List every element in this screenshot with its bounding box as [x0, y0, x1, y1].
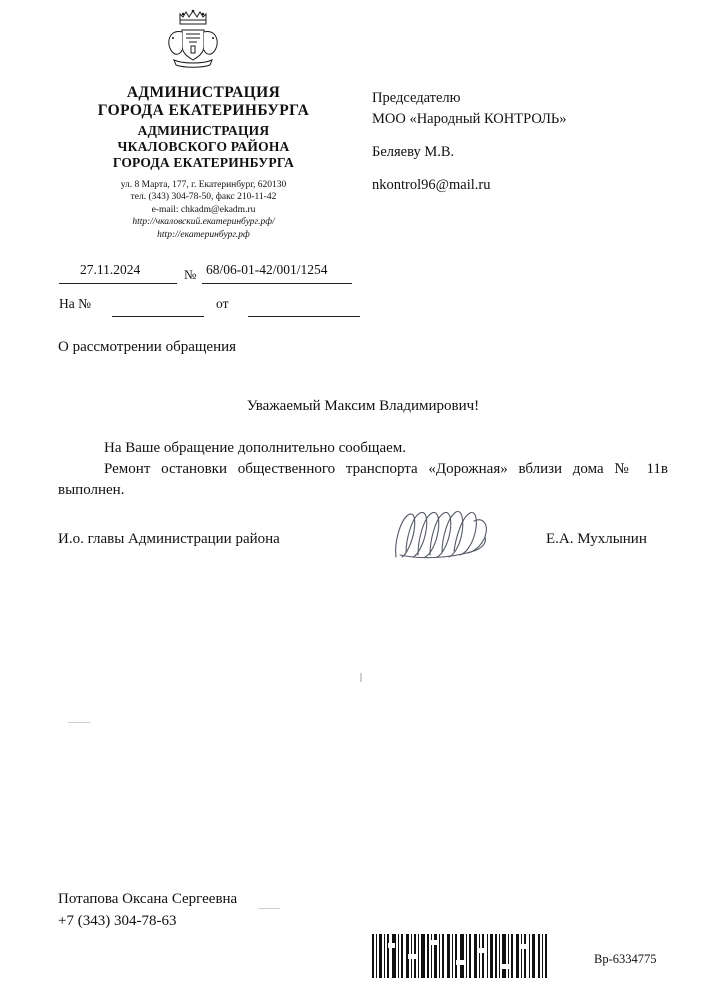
letterhead-site-district: http://чкаловский.екатеринбург.рф/: [132, 217, 275, 228]
body-paragraph-1: На Ваше обращение дополнительно сообщаем.: [104, 440, 407, 456]
addressee-spacer-2: [372, 163, 692, 175]
executor-name: Потапова Оксана Сергеевна: [58, 891, 238, 907]
executor-block: [58, 888, 237, 932]
body-paragraph-2: Ремонт остановки общественного транспорта «Дорожная» вблизи дома № 11в выполнен.: [58, 461, 668, 498]
letterhead: [56, 84, 351, 241]
signatory-name: Е.А. Мухлынин: [546, 531, 647, 547]
org-name-line-1: АДМИНИСТРАЦИЯ: [126, 84, 281, 101]
dept-name-line-2: ЧКАЛОВСКОГО РАЙОНА: [117, 139, 290, 154]
coat-of-arms-icon: [158, 8, 228, 70]
letterhead-email: e-mail: chkadm@ekadm.ru: [151, 204, 256, 215]
rule-number: [202, 283, 352, 284]
registration-number: 68/06-01-42/001/1254: [206, 262, 328, 277]
dept-name-line-3: ГОРОДА ЕКАТЕРИНБУРГА: [112, 155, 295, 170]
addressee-block: [372, 88, 692, 196]
org-name-line-2: ГОРОДА ЕКАТЕРИНБУРГА: [97, 102, 310, 119]
registration-block: [56, 262, 356, 311]
registration-row-incoming: [56, 296, 366, 318]
addressee-name: Беляеву М.В.: [372, 144, 455, 160]
addressee-email: nkontrol96@mail.ru: [372, 177, 491, 193]
rule-incoming-number: [112, 316, 204, 317]
registration-row-outgoing: [56, 262, 356, 284]
document-code: Вр-6334775: [594, 952, 657, 966]
scan-artifact-1: [360, 673, 362, 682]
addressee-spacer: [372, 130, 692, 142]
executor-phone: +7 (343) 304-78-63: [58, 913, 177, 929]
signatory-position: И.о. главы Администрации района: [58, 531, 280, 547]
incoming-date-label: от: [216, 296, 229, 311]
salutation: Уважаемый Максим Владимирович!: [246, 398, 480, 414]
scan-artifact-3: [258, 908, 280, 909]
number-symbol: №: [184, 267, 197, 282]
letterhead-contacts: [56, 179, 351, 241]
dept-name-line-1: АДМИНИСТРАЦИЯ: [137, 123, 270, 138]
subject-line: О рассмотрении обращения: [58, 339, 237, 355]
registration-date: 27.11.2024: [80, 262, 141, 277]
letterhead-phone: тел. (343) 304-78-50, факс 210-11-42: [130, 192, 277, 203]
handwritten-signature-icon: [388, 505, 508, 567]
rule-date: [59, 283, 177, 284]
scan-artifact-2: [68, 722, 90, 723]
addressee-organization: МОО «Народный КОНТРОЛЬ»: [372, 111, 567, 127]
body-text: [58, 438, 668, 501]
letterhead-address: ул. 8 Марта, 177, г. Екатеринбург, 620130: [120, 180, 287, 190]
letterhead-site-city: http://екатеринбург.рф: [157, 229, 250, 240]
incoming-number-label: На №: [59, 296, 91, 311]
barcode: [370, 934, 548, 978]
addressee-title: Председателю: [372, 90, 461, 106]
rule-incoming-date: [248, 316, 360, 317]
